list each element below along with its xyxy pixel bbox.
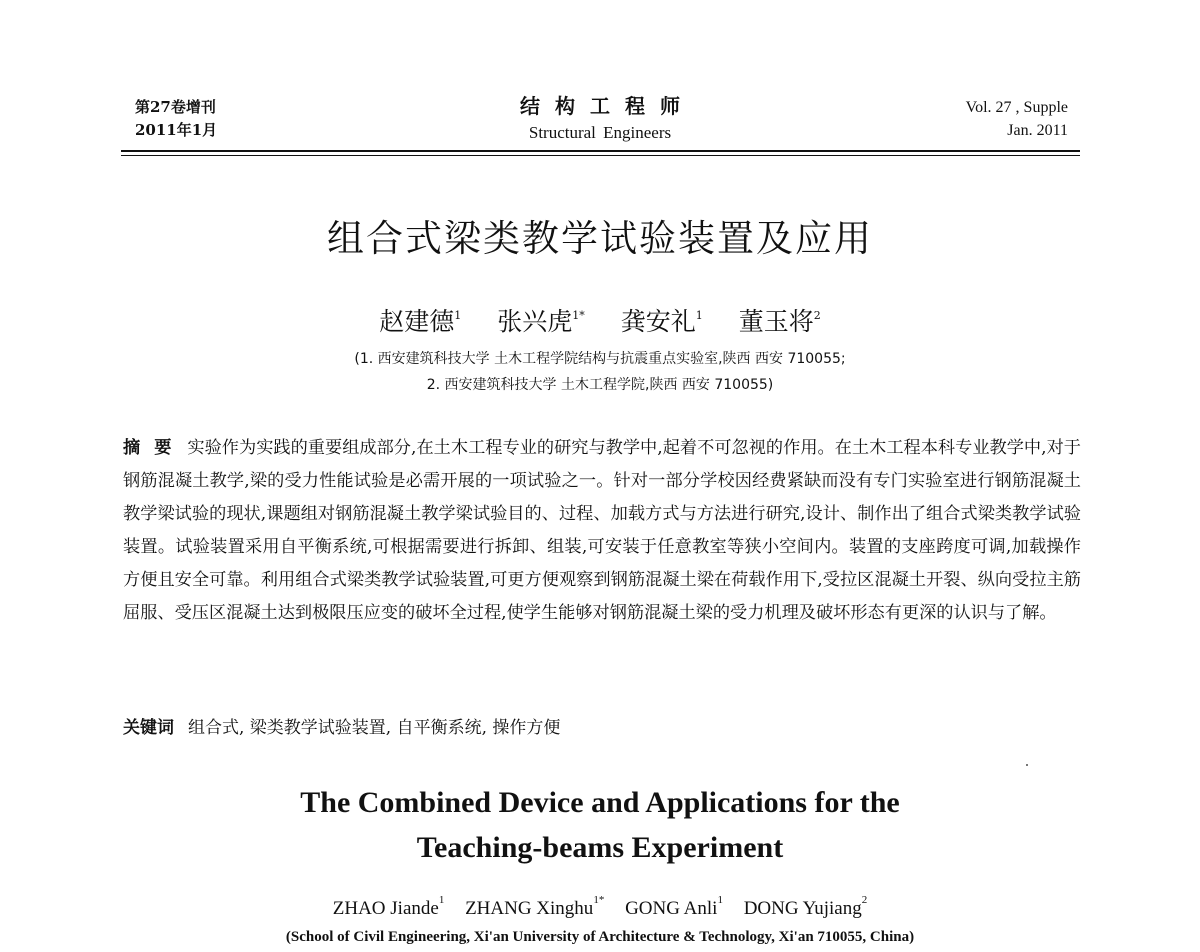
header-rule-thick <box>121 150 1080 152</box>
header-volume-info-en <box>966 96 1068 142</box>
author-affil-mark: 2 <box>861 894 868 906</box>
author-cn <box>379 307 461 336</box>
author-affil-mark: 1 <box>438 894 445 906</box>
author-affil-mark: 1 <box>695 309 703 322</box>
paper-title-en <box>0 780 1200 870</box>
abstract-text: 实验作为实践的重要组成部分,在土木工程专业的研究与教学中,起着不可忽视的作用。在土木工程本科专业教学中,对于钢筋混凝土教学,梁的受力性能试验是必需开展的一项试验之一。针对一部分学校因经费紧缺而没有专门实验室进行钢筋混凝土教学梁试验的现状,课题组对钢筋混凝土教学梁试验目的、过程、加载方式与方法进行研究,设计、制作出了组合式梁类教学试验装置。试验装置采用自平衡系统,可根据需要进行拆卸、组装,可安装于任意教室等狭小空间内。装置的支座跨度可调,加载操作方便且安全可靠。利用组合式梁类教学试验装置,可更方便观察到钢筋混凝土梁在荷载作用下,受拉区混凝土开裂、纵向受拉主筋屈服、受压区混凝土达到极限压应变的破坏全过程,使学生能够对钢筋混凝土梁的受力机理及破坏形态有更深的认识与了解。 <box>123 438 1081 623</box>
paper-title-en-line1: The Combined Device and Applications for the <box>300 786 900 819</box>
keywords-text: 组合式, 梁类教学试验装置, 自平衡系统, 操作方便 <box>188 718 561 738</box>
affiliation-line: 2. 西安建筑科技大学 土木工程学院,陕西 西安 710055) <box>426 377 774 393</box>
scan-speck <box>1026 764 1028 766</box>
journal-name-cn: 结构工程师 <box>520 94 695 118</box>
header-date-en: Jan. 2011 <box>1007 122 1068 139</box>
header-rule-thin <box>121 155 1080 156</box>
author-affil-mark: 2 <box>813 309 821 322</box>
author-cn <box>621 307 703 336</box>
header-volume-en: Vol. 27 , Supple <box>965 99 1068 116</box>
paper-title-en-line2: Teaching-beams Experiment <box>416 831 784 864</box>
author-name: 龚安礼 <box>620 307 696 336</box>
author-en <box>625 894 723 919</box>
author-en <box>332 894 445 919</box>
author-affil-mark: 1* <box>572 309 585 322</box>
author-list-cn <box>0 302 1200 338</box>
author-cn <box>497 307 585 336</box>
author-affil-mark: 1 <box>454 309 462 322</box>
affiliations-cn <box>0 346 1200 398</box>
abstract-label: 摘要 <box>123 438 186 458</box>
author-affil-mark: 1 <box>717 894 723 906</box>
author-en <box>743 894 868 919</box>
author-name: ZHANG Xinghu <box>465 898 594 919</box>
author-name: ZHAO Jiande <box>332 898 439 919</box>
author-cn <box>739 307 821 336</box>
abstract <box>123 432 1081 630</box>
author-affil-mark: 1* <box>593 894 605 906</box>
author-list-en <box>0 894 1200 920</box>
affiliation-line: (1. 西安建筑科技大学 土木工程学院结构与抗震重点实验室,陕西 西安 710055; <box>354 351 846 367</box>
author-name: 赵建德 <box>379 307 455 336</box>
journal-name-en: Structural Engineers <box>528 123 672 142</box>
header-volume: 第27卷增刊 <box>135 98 216 116</box>
keywords <box>123 713 560 738</box>
author-name: DONG Yujiang <box>743 898 862 919</box>
author-name: 董玉将 <box>738 307 814 336</box>
affiliation-en: (School of Civil Engineering, Xi'an University of Architecture & Technology, Xi'an 710055, China) <box>285 929 915 945</box>
keywords-label: 关键词 <box>123 718 174 738</box>
author-en <box>465 894 605 919</box>
header-date-cn: 2011年1月 <box>135 121 218 139</box>
paper-title-cn: 组合式梁类教学试验装置及应用 <box>327 217 873 260</box>
author-name: GONG Anli <box>625 898 718 919</box>
author-name: 张兴虎 <box>497 307 573 336</box>
